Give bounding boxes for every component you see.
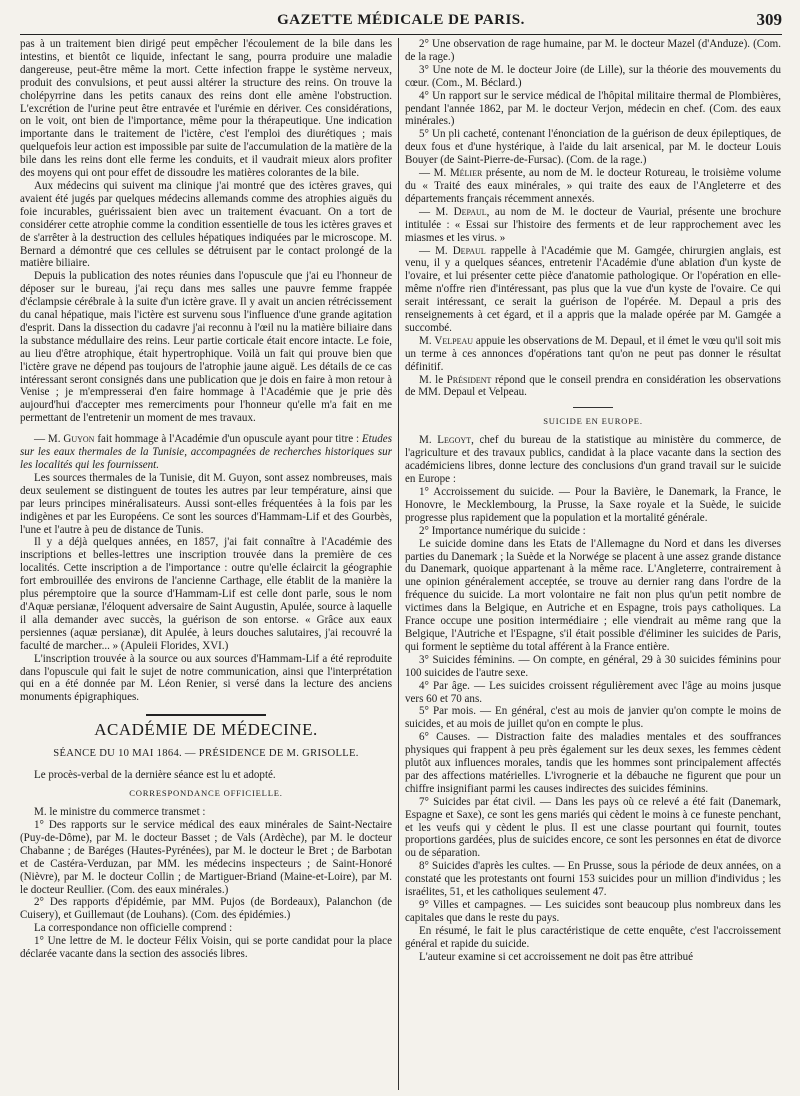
text: M. xyxy=(419,434,438,447)
paragraph: En résumé, le fait le plus caractéristique de cette enquête, c'est l'accroissement général et rapide du suicide. xyxy=(405,924,781,950)
depaul-paragraph xyxy=(405,245,781,335)
text: , chef du bureau de la statistique au ministère du commerce, de l'agriculture et des travaux publics, candidat à la place vacante dans la section des académiciens libres, donne lecture des conclusions d'un grand travail sur le suicide en Europe : xyxy=(405,434,781,486)
journal-title: GAZETTE MÉDICALE DE PARIS. xyxy=(277,12,525,28)
paragraph: L'inscription trouvée à la source ou aux sources d'Hammam-Lif a été reproduite dans l'opuscule qui fait le sujet de notre communication, ainsi que l'interprétation qui en a été donnée par M. Léon Renier, si versé dans la lecture des anciens monuments épigraphiques. xyxy=(20,652,392,704)
section-rule xyxy=(146,714,266,716)
paragraph: 3° Suicides féminins. — On compte, en général, 29 à 30 suicides féminins pour 100 suicides de l'autre sexe. xyxy=(405,653,781,679)
text: répond que le conseil prendra en considération les observations de MM. Depaul et Velpeau. xyxy=(405,373,781,399)
author-name: Depaul xyxy=(453,205,487,218)
author-name: Guyon xyxy=(63,433,95,446)
paragraph: L'auteur examine si cet accroissement ne doit pas être attribué xyxy=(419,950,694,963)
paragraph: 3° Une note de M. le docteur Joire (de Lille), sur la théorie des mouvements du cœur. (Com., M. Béclard.) xyxy=(405,63,781,89)
president-paragraph xyxy=(405,374,781,400)
text: — M. xyxy=(419,244,453,257)
text: , au nom de M. le docteur de Vaurial, présente une brochure intitulée : « Essai sur l'histoire des ferments et de leur rapprochement avec les miasmes et les virus. » xyxy=(405,205,781,244)
paragraph: 1° Des rapports sur le service médical des eaux minérales de Saint-Nectaire (Puy-de-Dôme), par M. le docteur Basset ; de Vals (Ardèche), par M. le docteur Chabanne ; de Baréges (Hautes-Pyrénées), par M. le docteur le Bret ; de Barbotan et de Castéra-Verduzan, par MM. les médecins inspecteurs ; de Saint-Honoré (Nièvre), par M. le docteur Collin ; de Martiguer-Briand (Maine-et-Loire), par M. le docteur Reullier. (Com. des eaux minérales.) xyxy=(20,819,392,896)
paragraph: 4° Par âge. — Les suicides croissent régulièrement avec l'âge au moins jusque vers 60 et 70 ans. xyxy=(405,679,781,705)
paragraph: La correspondance non officielle comprend : xyxy=(34,922,233,935)
paragraph: pas à un traitement bien dirigé peut empêcher l'écoulement de la bile dans les intestins, et bientôt ce liquide, infectant le sang, pourra produire une maladie dangereuse, peut-être même la mort. Cette infection frappe le système nerveux, produit des convulsions, et peut aussi altérer la structure des reins. On trouve la cholépyrrine dans les petits canaux des reins dont elle amène l'obstruction. L'excrétion de l'urine peut être entravée et l'urémie en dériver. Ces considérations, on le voit, ont bien de l'importance, même pour la thérapeutique. Une indication importante dans le traitement de l'ictère, c'est l'emploi des diurétiques ; mais quelquefois leur action est impossible par suite de l'accumulation de la matière de la bile dans les reins dont elle ferme les conduits, et il vaudrait mieux alors profiter des moyens qui ont pour effet de dissoudre les matières colorantes de la bile. xyxy=(20,38,392,180)
section-title: ACADÉMIE DE MÉDECINE. xyxy=(94,720,318,740)
paragraph: Aux médecins qui suivent ma clinique j'ai montré que des ictères graves, qui avaient été jugés par quelques médecins allemands comme des atrophies aiguës du foie incurables, guérissaient bien avec un traitement évacuant. On a tort de considérer cette atrophie comme la condition essentielle de tous les ictères graves et de s'arrêter à la destruction des cellules hépatiques indiquées par le microscope. M. Bernard a démontré que ces cellules se détruisent par le contact prolongé de la matière biliaire. xyxy=(20,179,392,270)
author-name: Mélier xyxy=(449,167,483,180)
paragraph: Depuis la publication des notes réunies dans l'opuscule que j'ai eu l'honneur de déposer sur le bureau, j'ai reçu dans mes salles une pauvre femme frappée d'éclampsie cérébrale à la suite d'un ictère grave. Il y avait un ancien rétrécissement du canal hépatique, mais l'ictère est survenu sous l'influence d'une grande agitation d'esprit. Dans la dissection du cadavre j'ai reconnu à l'œil nu la matière biliaire dans la substance médullaire des reins. Leur partie corticale était encore intacte. Le foie, au lieu d'être atrophique, était hypertrophique. Voilà un fait qui prouve bien que l'ictère grave ne dépend pas toujours de l'atrophie jaune aiguë. Les détails de ce cas intéressant seront consignés dans une publication que je dois en faire à mon retour à Venise ; je m'empresserai d'en faire hommage à l'Académie que je prie dès aujourd'hui d'accepter mes remerciments pour l'honneur qu'elle m'a fait en me permettant de l'entretenir un moment de mes travaux. xyxy=(20,270,392,425)
author-name: Legoyt xyxy=(437,434,472,447)
book-title: Etudes sur les eaux thermales de la Tunisie, accompagnées de recherches historiques sur les localités qui les fournissent. xyxy=(20,433,392,471)
session-line: SÉANCE DU 10 MAI 1864. — PRÉSIDENCE DE M. GRISOLLE. xyxy=(53,748,359,760)
paragraph: 9° Villes et campagnes. — Les suicides sont beaucoup plus nombreux dans les capitales que dans le reste du pays. xyxy=(405,899,781,924)
text: M. xyxy=(419,334,435,347)
text: M. le xyxy=(419,373,447,386)
paragraph: 5° Par mois. — En général, c'est au mois de janvier qu'on compte le moins de suicides, et au mois de juillet qu'on en compte le plus. xyxy=(405,705,781,731)
legoyt-paragraph xyxy=(405,434,781,486)
depaul-paragraph xyxy=(405,206,781,245)
author-name: Depaul xyxy=(452,244,486,257)
guyon-paragraph xyxy=(20,433,392,472)
paragraph: 7° Suicides par état civil. — Dans les pays où ce relevé a été fait (Danemark, Espagne et Saxe), ce sont les gens mariés qui cèdent le moins à ce funeste penchant, et les veufs qui y cèdent le plus. Il est une classe pourtant qui fournit, toutes proportions gardées, plus de suicides encore, ce sont les personnes en état de divorce ou de séparation. xyxy=(405,795,781,860)
author-name: Velpeau xyxy=(434,334,474,347)
right-column xyxy=(405,38,781,1090)
text: appuie les observations de M. Depaul, et il émet le vœu qu'il soit mis un terme à ces annonces d'opérations tant qu'on ne peut pas donner le résultat définitif. xyxy=(405,334,781,373)
text: — M. xyxy=(419,205,454,218)
text: présente, au nom de M. le docteur Rotureau, le troisième volume du « Traité des eaux minérales, » qui traite des eaux de l'Angleterre et des départements français récemment annexés. xyxy=(405,167,781,205)
page-header xyxy=(20,8,782,35)
paragraph: 1° Une lettre de M. le docteur Félix Voisin, qui se porte candidat pour la place déclarée vacante dans la section des associés libres. xyxy=(20,935,392,961)
paragraph: Le suicide domine dans les Etats de l'Allemagne du Nord et dans les diverses parties du Danemark ; la Suède et la Norwége se placent à une assez grande distance du Danemark, quoique appartenant à la même race. L'Angleterre, contrairement à une opinion généralement acceptée, se trouve au dernier rang dans l'ordre de la fréquence du suicide. La mort volontaire ne fait non plus qu'un petit nombre de victimes dans la Belgique, en Autriche et en Espagne, trois pays catholiques. La France occupe une position intermédiaire ; elle viendrait au même rang que la Belgique, l'Autriche et l'Espagne, s'il était possible d'éliminer les suicides de Paris, qui forment le septième du total afférent à la France entière. xyxy=(405,537,781,653)
subheading: SUICIDE EN EUROPE. xyxy=(543,416,643,427)
author-name: Président xyxy=(446,373,492,386)
column-divider xyxy=(398,38,399,1090)
paragraph: 2° Importance numérique du suicide : xyxy=(419,524,586,537)
page-number: 309 xyxy=(756,10,782,29)
paragraph: Les sources thermales de la Tunisie, dit M. Guyon, sont assez nombreuses, mais deux seulement se distinguent de toutes les autres par leur température, ainsi que par leurs principes minéralisateurs. Aussi sont-elles fréquentées à la fois par les indigènes et par les Européens. Ce sont les sources d'Hammam-Lif et des Gourbès, l'une et l'autre à peu de distance de Tunis. xyxy=(20,471,392,536)
paragraph: 2° Des rapports d'épidémie, par MM. Pujos (de Bordeaux), Palanchon (de Cuisery), et Guillemaut (de Louhans). (Com. des épidémies.) xyxy=(20,896,392,922)
text: — M. xyxy=(419,167,450,180)
text: — M. xyxy=(34,433,64,446)
paragraph: 5° Un pli cacheté, contenant l'énonciation de la guérison de deux épileptiques, de deux fous et d'une hystérique, à l'aide du lait arsenical, par M. le docteur Louis Bouyer (de Saint-Pierre-de-Fursac). (Com. de la rage.) xyxy=(405,128,781,167)
paragraph: Il y a déjà quelques années, en 1857, j'ai fait connaître à l'Académie des inscriptions et belles-lettres une inscription trouvée dans la première de ces localités. Cette inscription a de l'importance : outre qu'elle éclaircit la géographie fort embrouillée des environs de l'ancienne Carthage, elle établit de la manière la plus péremptoire que la source d'Hammam-Lif est celle dont parle, sous le nom d'Aquæ persianæ, l'éloquent adversaire de Saint Augustin, Apulée, source à laquelle il alla demander avec succès, la guérison de son entorse. « Grâce aux eaux persiennes (aquæ persianæ), dit Apulée, à leurs douches salutaires, j'ai recouvré la faculté de marcher... » (Apuleii Florides, XVI.) xyxy=(20,536,392,652)
velpeau-paragraph xyxy=(405,335,781,374)
paragraph: 2° Une observation de rage humaine, par M. le docteur Mazel (d'Anduze). (Com. de la rage.) xyxy=(405,38,781,63)
paragraph: M. le ministre du commerce transmet : xyxy=(34,806,206,819)
text: rappelle à l'Académie que M. Gamgée, chirurgien anglais, est venu, il y a quelques séances, entretenir l'Académie d'une ablation d'un kyste de l'ovaire, et lui présenter cette pièce d'anatomie pathologique. Or l'opération en elle-même n'offre rien d'intéressant, pas plus que la vue d'un kyste de l'ovaire. Ce qui serait intéressant, ce serait la guérison de l'opérée. M. Depaul a pris des renseignements à cet égard, et il a appris que la malade opérée par M. Gamgée a succombé. xyxy=(405,244,781,334)
melier-paragraph xyxy=(405,167,781,206)
subheading: CORRESPONDANCE OFFICIELLE. xyxy=(129,788,283,799)
paragraph: 6° Causes. — Distraction faite des maladies mentales et des souffrances physiques qui frappent à peu près également sur les deux sexes, les femmes cèdent plutôt aux influences morales, tandis que les hommes sont principalement affectés par des affections matérielles. L'ivrognerie et la débauche ne figurent que pour un chiffre insignifiant parmi les causes indirectes des suicides féminins. xyxy=(405,731,781,795)
paragraph: 4° Un rapport sur le service médical de l'hôpital militaire thermal de Plombières, pendant l'année 1862, par M. le docteur Verjon, médecin en chef. (Com. des eaux minérales.) xyxy=(405,89,781,128)
text: fait hommage à l'Académie d'un opuscule ayant pour titre : xyxy=(94,433,362,446)
paragraph: 8° Suicides d'après les cultes. — En Prusse, sous la période de deux années, on a constaté que les protestants ont fourni 153 suicides pour un million d'individus ; les israélites, 51, et les catholiques seulement 47. xyxy=(405,860,781,899)
paragraph: Le procès-verbal de la dernière séance est lu et adopté. xyxy=(34,769,276,782)
paragraph: 1° Accroissement du suicide. — Pour la Bavière, le Danemark, la France, le Honovre, le Mecklembourg, la Prusse, la Saxe royale et la Suède, le suicide progresse plus rapidement que la population et la mortalité générale. xyxy=(405,486,781,524)
separator-rule xyxy=(573,407,613,408)
left-column xyxy=(20,38,392,1090)
